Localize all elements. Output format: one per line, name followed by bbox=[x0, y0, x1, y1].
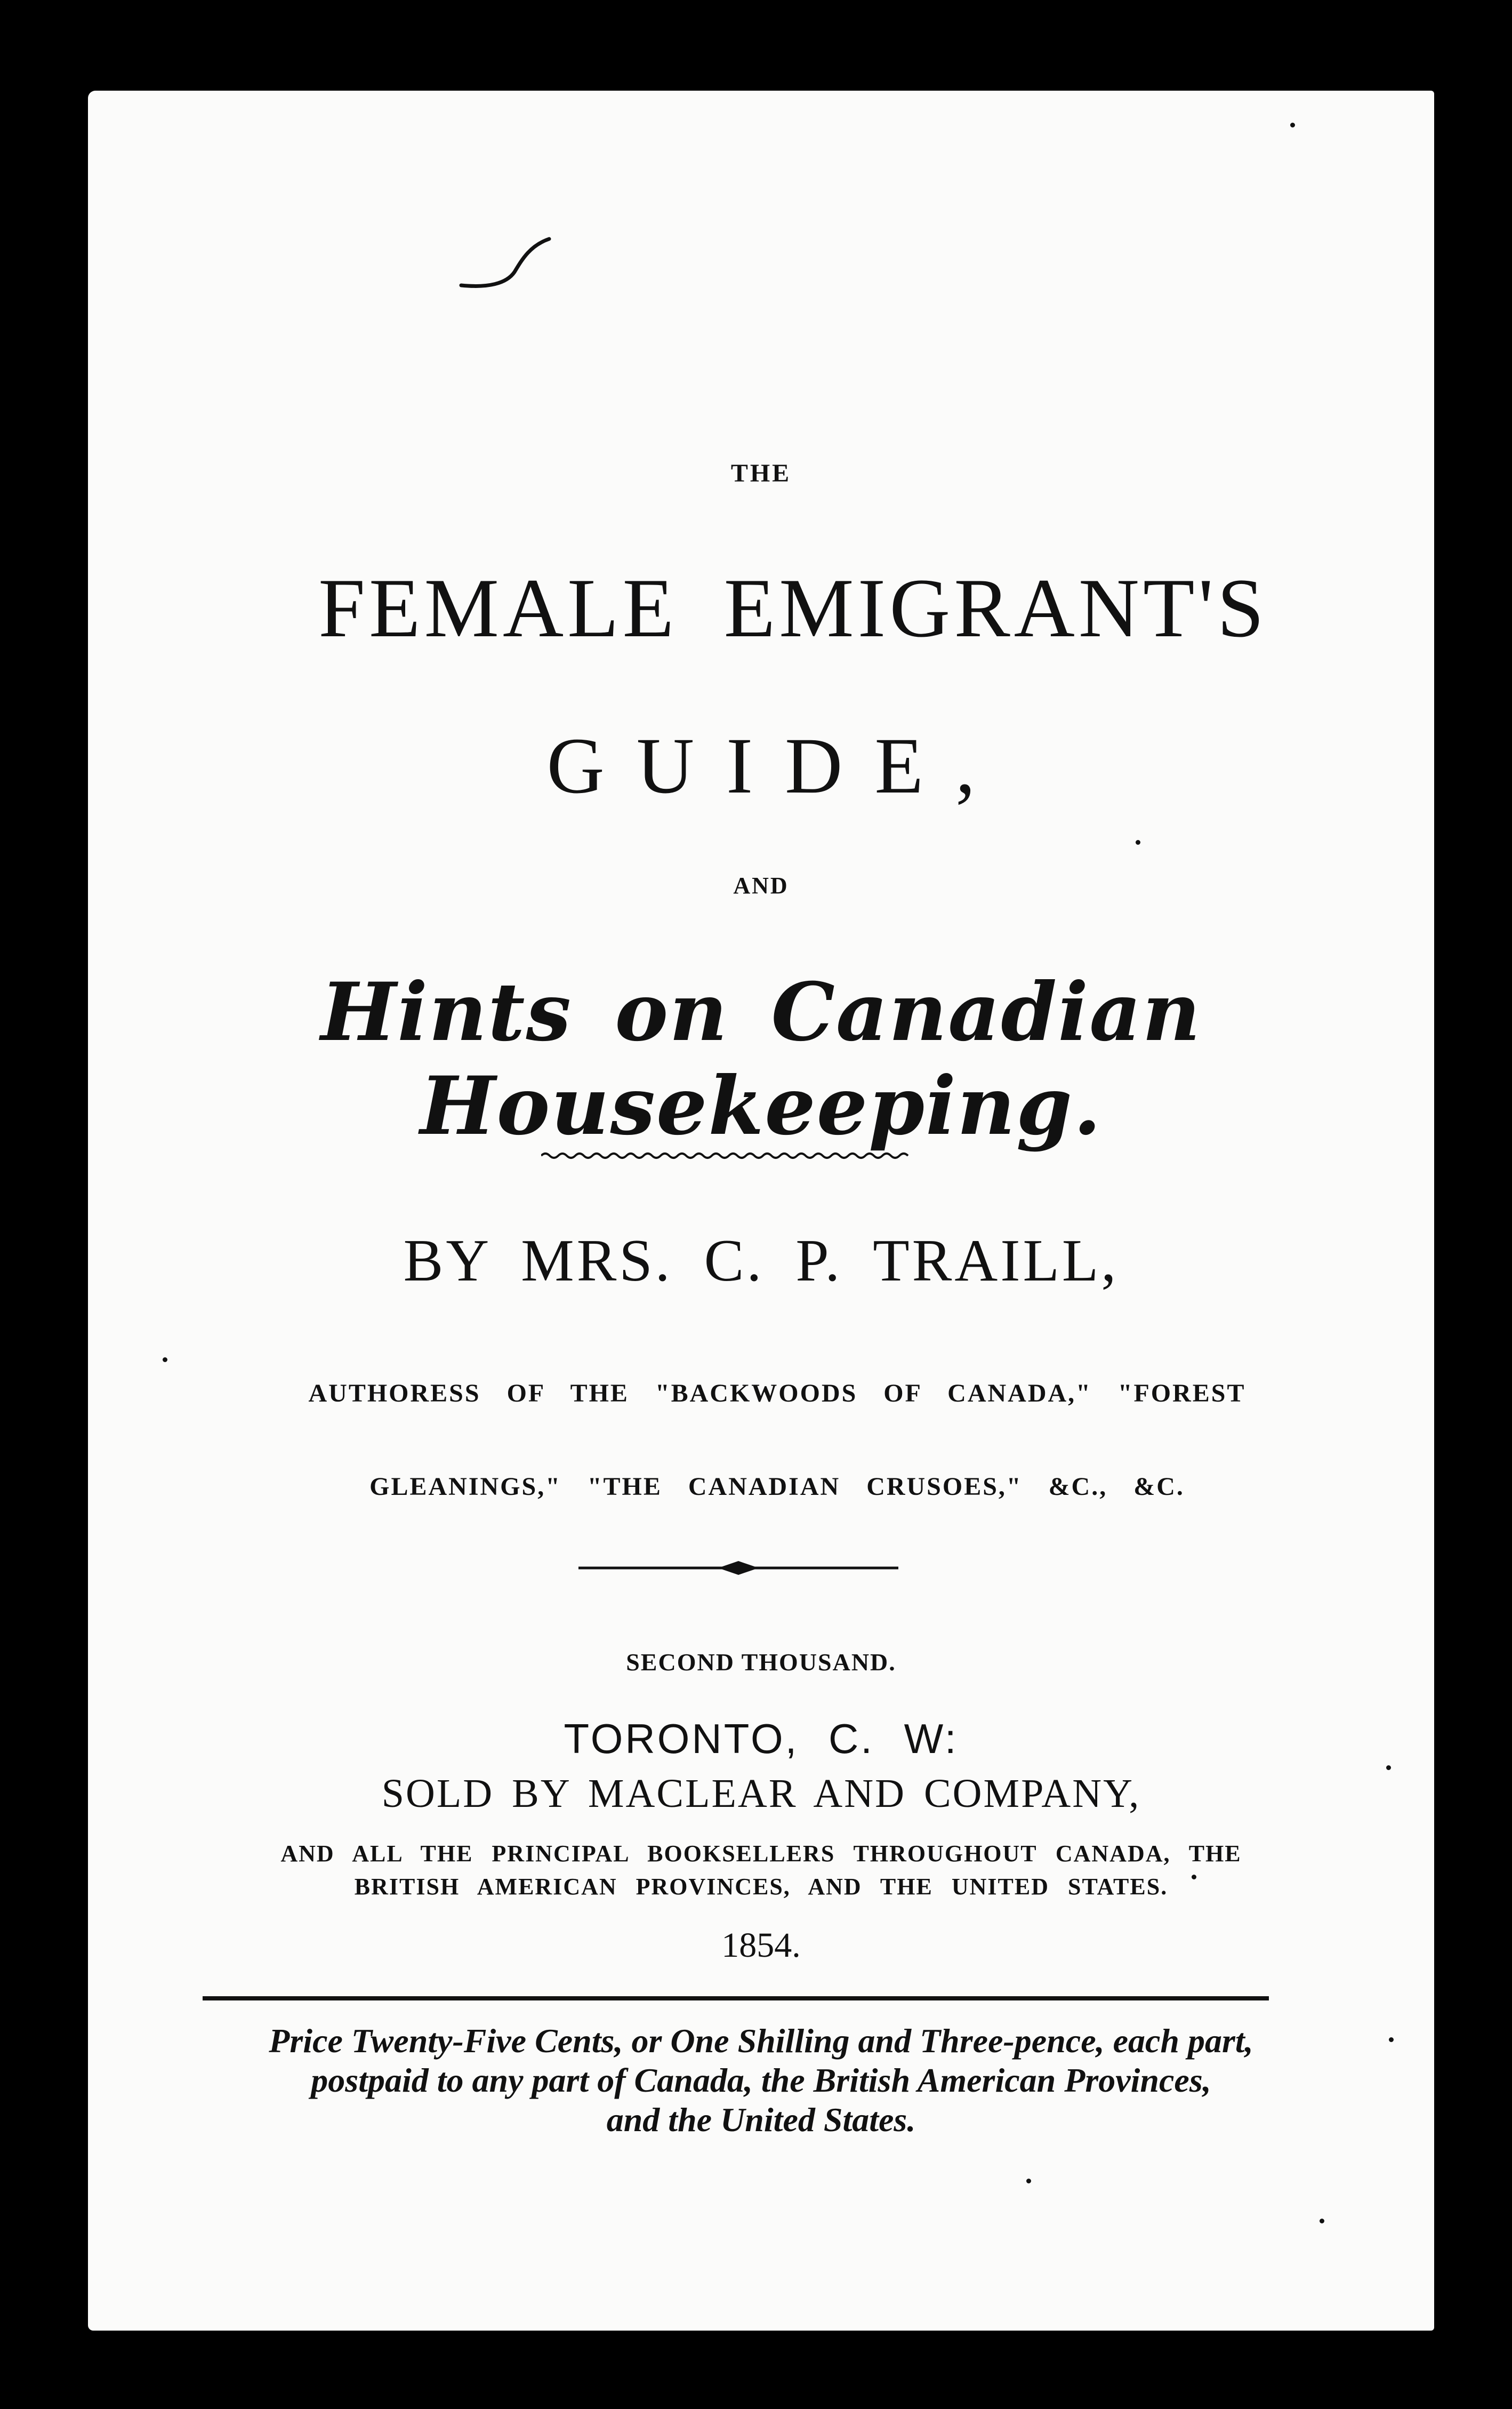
price-line-1: Price Twenty-Five Cents, or One Shilling and Three-pence, each part, bbox=[269, 2022, 1253, 2060]
author-credits bbox=[88, 1347, 1434, 1533]
credits-line-1: AUTHORESS OF THE "BACKWOODS OF CANADA," "FOREST bbox=[308, 1379, 1246, 1407]
ink-speck bbox=[1026, 2179, 1031, 2183]
price-note bbox=[88, 2021, 1434, 2140]
ink-speck bbox=[1192, 1875, 1196, 1879]
ink-speck bbox=[1386, 1765, 1391, 1770]
ink-speck bbox=[1136, 840, 1140, 845]
price-line-2: postpaid to any part of Canada, the British American Provinces, bbox=[311, 2061, 1211, 2099]
conjunction-and: AND bbox=[733, 873, 789, 899]
distribution-line-1: AND ALL THE PRINCIPAL BOOKSELLERS THROUGHOUT CANADA, THE bbox=[280, 1840, 1242, 1867]
wavy-rule-divider bbox=[541, 1149, 914, 1162]
price-line-3: and the United States. bbox=[606, 2101, 916, 2139]
price-rule-divider bbox=[203, 1996, 1269, 2000]
subtitle-blackletter: Hints on Canadian Housekeeping. bbox=[320, 965, 1202, 1153]
publisher-seller: SOLD BY MACLEAR AND COMPANY, bbox=[381, 1771, 1141, 1816]
guide-title: GUIDE, bbox=[546, 722, 1008, 810]
title-page bbox=[88, 91, 1434, 2331]
ink-speck bbox=[1290, 123, 1295, 127]
diamond-rule-divider bbox=[578, 1557, 898, 1579]
distribution-line-2: BRITISH AMERICAN PROVINCES, AND THE UNITED STATES. bbox=[354, 1874, 1168, 1900]
ink-speck bbox=[1320, 2219, 1324, 2223]
edition-note: SECOND THOUSAND. bbox=[626, 1648, 896, 1676]
publisher-city: TORONTO, C. W: bbox=[564, 1715, 959, 1762]
distribution-note bbox=[88, 1837, 1434, 1903]
pen-flourish-mark bbox=[456, 235, 562, 299]
ink-speck bbox=[1389, 2037, 1394, 2042]
ink-speck bbox=[163, 1357, 167, 1362]
publication-year: 1854. bbox=[721, 1926, 801, 1965]
article-the: THE bbox=[730, 459, 792, 487]
credits-line-2: GLEANINGS," "THE CANADIAN CRUSOES," &C., &C. bbox=[369, 1472, 1185, 1501]
main-title: FEMALE EMIGRANT'S bbox=[318, 562, 1268, 655]
author-byline: BY MRS. C. P. TRAILL, bbox=[403, 1228, 1119, 1294]
